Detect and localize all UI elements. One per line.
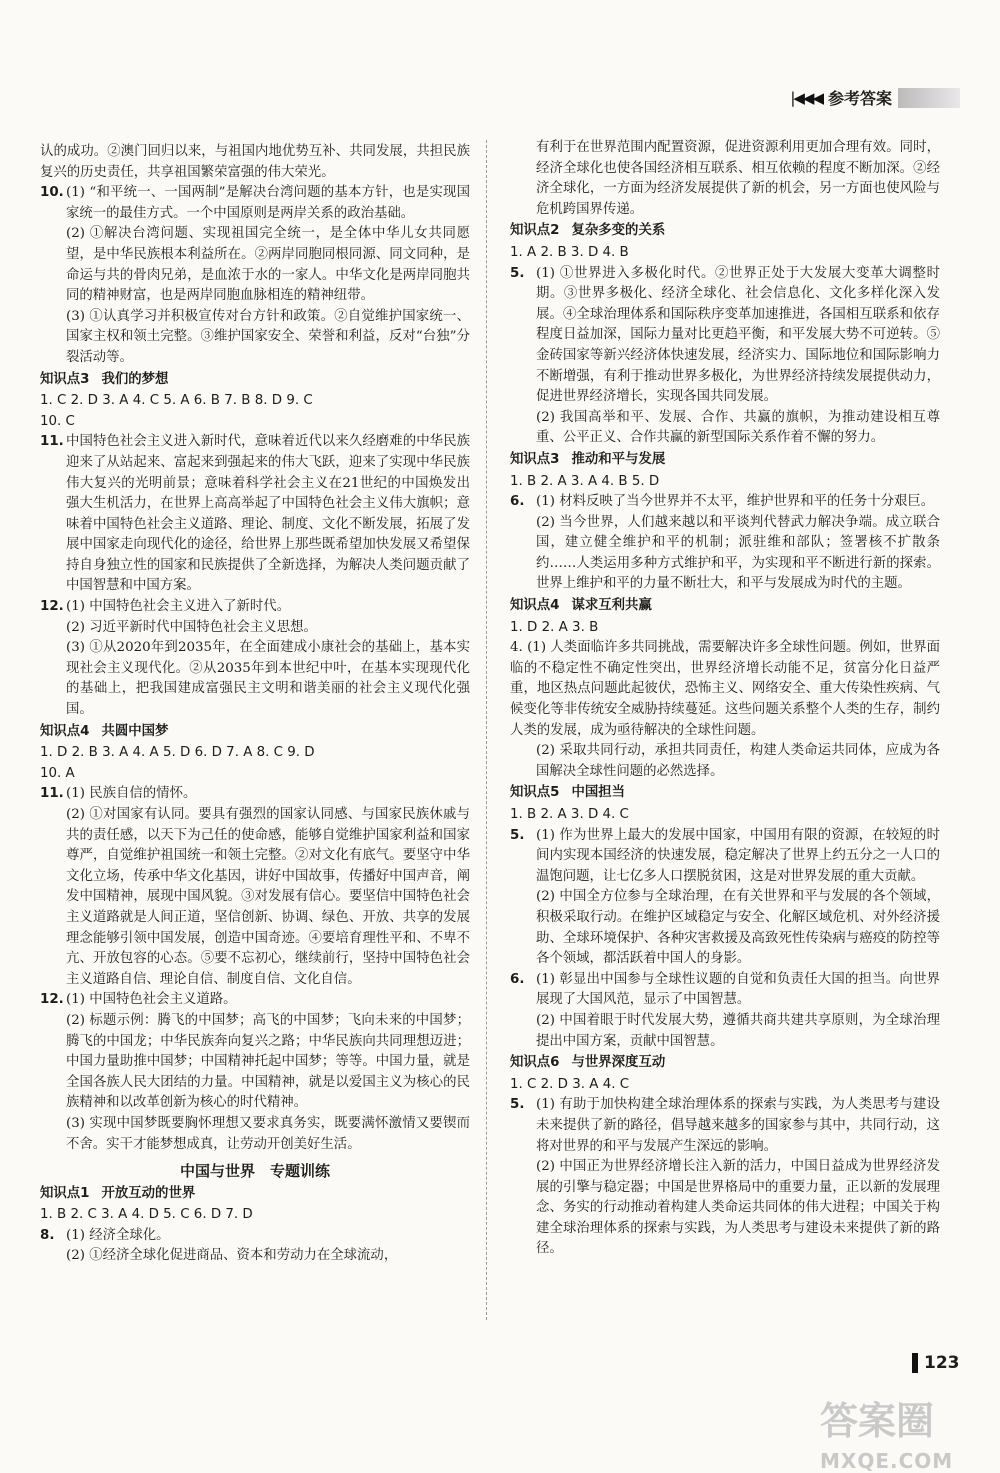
section-heading: 知识点2 复杂多变的关系 (510, 223, 666, 239)
answer-row: 1. C 2. D 3. A 4. C (510, 1076, 630, 1092)
question-11b: 11. (1) 民族自信的情怀。 (40, 786, 197, 802)
question-4-part2: (2) 采取共同行动，承担共同责任，构建人类命运共同体，应成为各国解决全球性问题的必然选择。 (536, 743, 940, 779)
watermark-text: 答案圈 (820, 1399, 935, 1443)
section-heading: 知识点4 谋求互利共赢 (510, 598, 652, 614)
question-6: 6. (1) 材料反映了当今世界并不太平，维护世界和平的任务十分艰巨。 (510, 494, 935, 510)
question-5-part2: (2) 我国高举和平、发展、合作、共赢的旗帜，为推动建设相互尊重、公平正义、合作共赢的新型国际关系作着不懈的努力。 (536, 409, 940, 446)
answer-row: 10. C (40, 413, 75, 429)
question-11b-part2: (2) ①对国家有认同。要具有强烈的国家认同感、与国家民族休戚与共的责任感，以天下为己任的使命感，能够自觉维护国家利益和国家尊严，自觉维护祖国统一和领土完整。②对文化有底气。要坚守中华文化立场，传承中华文化基因，讲好中国故事，传播好中国声音，阐发中国精神，展现中国风貌。③对发展有信心。要坚信中国特色社会主义道路就是人间正道，坚信创新、协调、绿色、开放、共享的发展理念能够引领中国发展，创造中国奇迹。④要培育理性平和、不卑不亢、开放包容的心态。⑤要不忘初心，继续前行，坚持中国特色社会主义道路自信、理论自信、制度自信、文化自信。 (66, 807, 470, 987)
watermark-url: MXQE.COM (820, 1449, 954, 1473)
question-10-part2: (2) ①解决台湾问题、实现祖国完全统一，是全体中华儿女共同愿望，是中华民族根本利益所在。②两岸同胞同根同源、同文同种，是命运与共的骨肉兄弟，是血浓于水的一家人。中华文化是两岸同胞共同的精神财富，也是两岸同胞血脉相连的精神纽带。 (66, 226, 470, 304)
question-12b-part2: (2) 标题示例：腾飞的中国梦；高飞的中国梦；飞向未来的中国梦；腾飞的中国龙；中华民族奔向复兴之路；中华民族向共同理想迈进；中国力量助推中国梦；中国精神托起中国梦；等等。中国力量，就是全国各族人民大团结的力量。中国精神，就是以爱国主义为核心的民族精神和以改革创新为核心的时代精神。 (66, 1012, 470, 1111)
column-divider (486, 140, 487, 1320)
question-12-part3: (3) ①从2020年到2035年，在全面建成小康社会的基础上，基本实现社会主义现代化。②从2035年到本世纪中叶，在基本实现现代化的基础上，把我国建成富强民主文明和谐美丽的社会主义现代化强国。 (66, 640, 470, 718)
question-12b: 12. (1) 中国特色社会主义道路。 (40, 992, 237, 1008)
answer-row: 10. A (40, 765, 75, 781)
header-title: 参考答案 (827, 89, 892, 108)
left-column (40, 142, 470, 1267)
question-8: 8. (1) 经济全球化。 (40, 1227, 170, 1243)
header-decor-bar (898, 88, 960, 108)
answer-row: 1. D 2. B 3. A 4. A 5. D 6. D 7. A 8. C 9. D (40, 745, 315, 761)
page-number: 123 (912, 1353, 960, 1373)
answer-row: 1. D 2. A 3. B (510, 619, 599, 635)
watermark-logo (820, 1390, 953, 1473)
answer-row: 1. B 2. A 3. A 4. B 5. D (510, 473, 660, 489)
question-6b-part2: (2) 中国着眼于时代发展大势，遵循共商共建共享原则，为全球治理提出中国方案，贡献中国智慧。 (536, 1012, 940, 1049)
answer-row: 1. B 2. C 3. A 4. D 5. C 6. D 7. D (40, 1207, 253, 1223)
paragraph: 认的成功。②澳门回归以来，与祖国内地优势互补、共同发展，共担民族复兴的历史责任，共享祖国繁荣富强的伟大荣光。 (40, 144, 470, 180)
triple-arrow-icon: |◀◀◀ (790, 88, 822, 107)
answer-row: 1. C 2. D 3. A 4. C 5. A 6. B 7. B 8. D 9. C (40, 393, 313, 409)
question-6-part2: (2) 当今世界，人们越来越以和平谈判代替武力解决争端。成立联合国，建立健全维护和平的机制；派驻维和部队；签署核不扩散条约……人类运用多种方式维护和平，为实现和平不断进行新的探索。世界上维护和平的力量不断壮大，和平与发展成为时代的主题。 (536, 514, 940, 592)
right-column (510, 138, 940, 1260)
question-5c: 5. (1) 有助于加快构建全球治理体系的探索与实践，为人类思考与建设未来提供了新的路径，倡导越来越多的国家参与其中，共同行动，这将对世界的和平与发展产生深远的影响。 (510, 1097, 940, 1154)
section-heading: 知识点6 与世界深度互动 (510, 1055, 666, 1071)
question-12: 12. (1) 中国特色社会主义进入了新时代。 (40, 599, 291, 615)
section-heading: 知识点1 开放互动的世界 (40, 1185, 196, 1201)
section-heading: 知识点3 我们的梦想 (40, 371, 169, 387)
answer-row: 1. A 2. B 3. D 4. B (510, 244, 629, 260)
question-5c-part2: (2) 中国正为世界经济增长注入新的活力，中国日益成为世界经济发展的引擎与稳定器；中国是世界格局中的重要力量，正以新的发展理念、务实的行动推动着构建人类命运共同体的伟大进程；中国关于构建全球治理体系的探索与实践，为人类思考与建设未来提供了新的路径。 (536, 1159, 940, 1257)
question-5b-part2: (2) 中国全方位参与全球治理，在有关世界和平与发展的各个领域，积极采取行动。在维护区域稳定与安全、化解区域危机、对外经济援助、全球环境保护、各种灾害救援及高致死性传染病与癌疫的防控等各个领域，都活跃着中国人的身影。 (536, 889, 940, 967)
question-10-part3: (3) ①认真学习并积极宣传对台方针和政策。②自觉维护国家统一、国家主权和领土完整。③维护国家安全、荣誉和利益，反对“台独”分裂活动等。 (66, 308, 470, 365)
section-heading: 知识点3 推动和平与发展 (510, 451, 666, 467)
paragraph: 有利于在世界范围内配置资源，促进资源利用更加合理有效。同时，经济全球化也使各国经济相互联系、相互依赖的程度不断加深。②经济全球化，一方面为经济发展提供了新的机会，另一方面也使风险与危机跨国界传递。 (536, 140, 940, 217)
section-heading: 知识点5 中国担当 (510, 785, 626, 801)
question-12b-part3: (3) 实现中国梦既要胸怀理想又要求真务实，既要满怀激情又要锲而不舍。实干才能梦想成真，让劳动开创美好生活。 (66, 1115, 470, 1152)
question-11: 11. 中国特色社会主义进入新时代，意味着近代以来久经磨难的中华民族迎来了从站起来、富起来到强起来的伟大飞跃，迎来了实现中华民族伟大复兴的光明前景；意味着科学社会主义在21世纪的中国焕发出强大生机活力，在世界上高高举起了中国特色社会主义伟大旗帜；意味着中国特色社会主义道路、理论、制度、文化不断发展，拓展了发展中国家走向现代化的途径，给世界上那些既希望加快发展又希望保持自身独立性的国家和民族提供了全新选择，为解决人类问题贡献了中国智慧和中国方案。 (40, 434, 470, 594)
page-header (790, 86, 960, 109)
question-6b: 6. (1) 彰显出中国参与全球性议题的自觉和负责任大国的担当。向世界展现了大国风范，显示了中国智慧。 (510, 971, 940, 1008)
question-12-part2: (2) 习近平新时代中国特色社会主义思想。 (66, 619, 317, 635)
question-8-part2: (2) ①经济全球化促进商品、资本和劳动力在全球流动， (66, 1248, 398, 1264)
question-5: 5. (1) ①世界进入多极化时代。②世界正处于大发展大变革大调整时期。③世界多极化、经济全球化、社会信息化、文化多样化深入发展。④全球治理体系和国际秩序变革加速推进，各国相互联系和依存程度日益加深，国际力量对比更趋平衡，和平发展大势不可逆转。⑤金砖国家等新兴经济体快速发展，经济实力、国际地位和国际影响力不断增强，有利于推动世界多极化，为世界经济持续发展提供动力，促进世界经济增长，实现各国共同发展。 (510, 265, 940, 405)
question-5b: 5. (1) 作为世界上最大的发展中国家，中国用有限的资源，在较短的时间内实现本国经济的快速发展，稳定解决了世界上约五分之一人口的温饱问题，让七亿多人口摆脱贫困，这是对世界发展的重大贡献。 (510, 827, 940, 884)
question-10: 10. (1) “和平统一、一国两制”是解决台湾问题的基本方针，也是实现国家统一的最佳方式。一个中国原则是两岸关系的政治基础。 (40, 185, 470, 221)
unit-title: 中国与世界 专题训练 (179, 1162, 330, 1181)
section-heading: 知识点4 共圆中国梦 (40, 723, 169, 739)
question-4: 4. (1) 人类面临许多共同挑战，需要解决许多全球性问题。例如，世界面临的不稳定性不确定性突出，世界经济增长动能不足，贫富分化日益严重，地区热点问题此起彼伏，恐怖主义、网络安全、重大传染性疾病、气候变化等非传统安全威胁持续蔓延。这些问题关系整个人类的生存，制约人类的发展，成为亟待解决的全球性问题。 (510, 640, 940, 738)
answer-row: 1. B 2. A 3. D 4. C (510, 807, 629, 822)
